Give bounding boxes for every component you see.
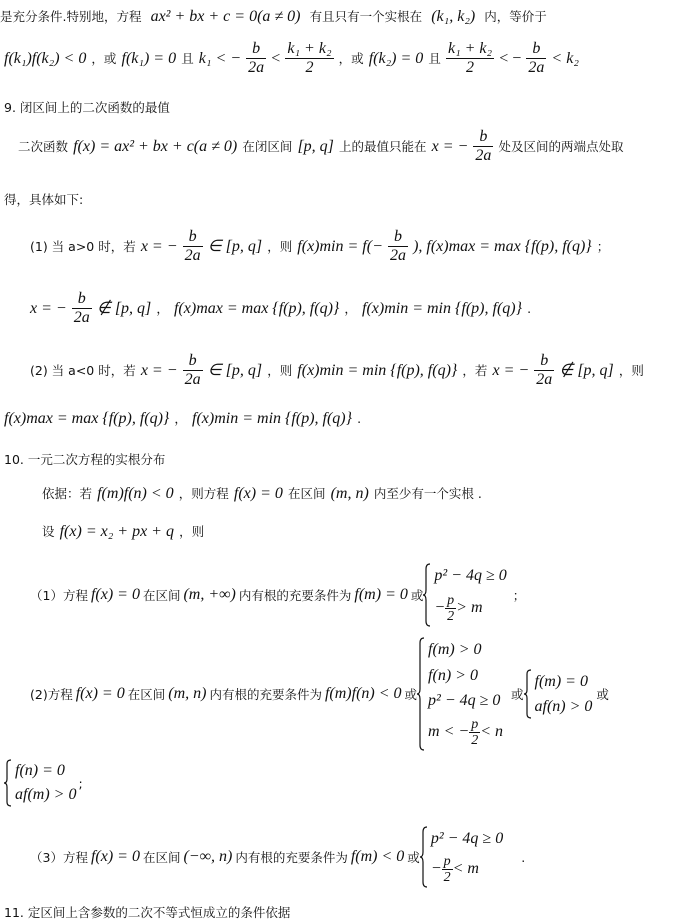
paragraph-text: 在闭区间 xyxy=(242,139,293,154)
fraction: $\frac{b}{2a}$ xyxy=(536,352,553,388)
equation: f(x)max = max {f(p), f(q)} xyxy=(4,410,170,427)
paragraph-text: 或 xyxy=(596,687,609,702)
text-line xyxy=(30,824,670,890)
condition-system xyxy=(423,563,506,627)
equation: f(m)f(n) < 0 xyxy=(97,485,174,502)
punctuation: ； xyxy=(512,588,526,603)
fraction: $\frac{b}{2a}$ xyxy=(184,352,201,388)
condition: p² − 4q ≥ 0 xyxy=(428,692,501,710)
equation: f(x) = 0 xyxy=(90,586,140,603)
text-line xyxy=(18,128,658,165)
paragraph-text: 在区间 xyxy=(142,850,181,865)
text-line xyxy=(42,521,682,541)
condition-system xyxy=(417,637,503,751)
condition: p² − 4q ≥ 0 xyxy=(430,829,504,847)
paragraph-text: (1) 当 a>0 时，若 xyxy=(30,239,136,254)
paragraph-text: 内至少有一个实根 . xyxy=(373,486,482,501)
fraction: $\frac{b}{2a}$ xyxy=(528,40,545,76)
punctuation: ; xyxy=(78,775,83,791)
equation: f(x) = 0 xyxy=(233,485,283,502)
paragraph-text: ，则 xyxy=(179,524,205,539)
equation: f(x) = x₂ + px + q xyxy=(59,523,174,540)
paragraph-text: ，则 xyxy=(618,363,644,378)
condition: − $\frac{p}{2}$ < m xyxy=(430,854,479,886)
fraction: $\frac{\text{k₁ + k₂}}{2}$ xyxy=(447,40,493,76)
text-line xyxy=(30,560,670,630)
equation: x = − xyxy=(431,138,469,155)
interval: ∈ [p, q] xyxy=(207,362,263,379)
punctuation: ， xyxy=(156,301,169,316)
condition: f(m) = 0 xyxy=(534,672,588,690)
paragraph-text: ，则 xyxy=(267,239,293,254)
condition: − $\frac{p}{2}$ > m xyxy=(434,592,483,624)
condition: f(n) = 0 xyxy=(15,762,65,779)
text-line: f(k₁)f(k₂) < 0 ，或 f(k₁) = 0 且 k₁ < − $\frac{b}{2a}$ < $\frac{\text{k₁ + k₂}}{2}$ ，或 f(k₂) = 0 且 $\frac{\text{k₁ + k₂}}{2}$ < − $\frac{b}{2a}$ < k₂ xyxy=(4,40,579,76)
equation: f(x)min = min {f(p), f(q)} xyxy=(297,362,458,379)
paragraph-text: 是充分条件.特别地，方程 xyxy=(0,9,142,24)
fraction: $\frac{b}{2a}$ xyxy=(73,290,90,326)
text-line xyxy=(30,636,670,752)
interval: (−∞, n) xyxy=(183,848,233,865)
text-line xyxy=(0,6,640,26)
equation: f(x) = 0 xyxy=(75,685,125,702)
paragraph-text: (2)方程 xyxy=(30,687,73,702)
punctuation: . xyxy=(357,411,362,426)
condition: f(m) > 0 xyxy=(428,640,482,658)
equation: < k₂ xyxy=(551,50,579,67)
equation: f(m) = 0 xyxy=(354,586,408,603)
condition: p² − 4q ≥ 0 xyxy=(434,567,507,585)
text-line xyxy=(4,758,644,808)
paragraph-text: ，则方程 xyxy=(178,486,229,501)
equation: f(x) = ax² + bx + c(a ≠ 0) xyxy=(73,138,238,155)
punctuation: ； xyxy=(596,239,610,254)
equation: f(x)max = max {f(p), f(q)} xyxy=(173,300,340,317)
condition: af(n) > 0 xyxy=(534,697,593,715)
text-line xyxy=(30,290,670,327)
paragraph-text: 有且只有一个实根在 xyxy=(309,9,423,24)
section-title: 9. 闭区间上的二次函数的最值 xyxy=(4,100,170,115)
paragraph-text: 处及区间的两端点处取 xyxy=(498,139,624,154)
paragraph-text: ，或 xyxy=(338,51,364,66)
paragraph-text: 得，具体如下: xyxy=(4,192,84,207)
paragraph-text: ，若 xyxy=(462,363,488,378)
interval: ∉ [p, q] xyxy=(559,362,614,379)
interval: [p, q] xyxy=(297,138,334,155)
interval: (m, n) xyxy=(168,685,207,702)
condition: af(m) > 0 xyxy=(15,786,77,803)
equation: f(x)min = f(− xyxy=(297,238,383,255)
paragraph-text: 内有根的充要条件为 xyxy=(238,588,352,603)
punctuation: . xyxy=(527,301,532,316)
fraction: $\frac{b}{2a}$ xyxy=(475,128,492,164)
equation: f(k₁)f(k₂) < 0 xyxy=(4,50,87,67)
punctuation: ， xyxy=(344,301,357,316)
paragraph-text: 或 xyxy=(410,588,424,603)
interval: (m, n) xyxy=(330,485,369,502)
fraction: $\frac{\text{k₁ + k₂}}{2}$ xyxy=(287,40,332,76)
condition-system xyxy=(524,669,593,719)
text-line: (2) 当 a<0 时，若 x = − $\frac{b}{2a}$ ∈ [p, q] ，则 f(x)min = min {f(p), f(q)} ，若 x = − $\frac{b}{2a}$ ∉ [p, q] ，则 xyxy=(30,352,644,388)
fraction: $\frac{b}{2a}$ xyxy=(389,228,406,264)
paragraph-text: （3）方程 xyxy=(30,850,88,865)
text-line xyxy=(42,483,682,503)
paragraph-text: 或 xyxy=(511,687,524,702)
paragraph-text: 或 xyxy=(404,687,418,702)
section-title: 10. 一元二次方程的实根分布 xyxy=(4,452,166,467)
equation: f(m) < 0 xyxy=(350,848,405,865)
paragraph-text: 或 xyxy=(407,850,420,865)
equation: f(k₁) = 0 xyxy=(121,50,177,67)
paragraph-text: (2) 当 a<0 时，若 xyxy=(30,363,136,378)
paragraph-text: ，或 xyxy=(91,51,117,66)
interval: ∈ [p, q] xyxy=(207,238,263,255)
paragraph-text: 在区间 xyxy=(287,486,326,501)
paragraph-text: 设 xyxy=(42,524,55,539)
paragraph-text: ，则 xyxy=(267,363,293,378)
equation: f(x)min = min {f(p), f(q)} xyxy=(192,410,353,427)
paragraph-text: 内，等价于 xyxy=(484,9,547,24)
paragraph-text: 内有根的充要条件为 xyxy=(235,850,348,865)
fraction: $\frac{b}{2a}$ xyxy=(248,40,265,76)
text-line: (1) 当 a>0 时，若 x = − $\frac{b}{2a}$ ∈ [p, q] ，则 f(x)min = f(− $\frac{b}{2a}$ ), f(x)max = max {f(p), f(q)} ； xyxy=(30,228,610,264)
punctuation: . xyxy=(521,849,526,865)
interval: (m, +∞) xyxy=(183,586,236,603)
equation: ), f(x)max = max {f(p), f(q)} xyxy=(413,238,592,255)
paragraph-text: 二次函数 xyxy=(18,139,69,154)
equation: f(k₂) = 0 xyxy=(368,50,424,67)
equation: x = − xyxy=(30,300,67,317)
condition-system xyxy=(420,826,503,888)
condition-system xyxy=(4,759,76,807)
interval: ∉ [p, q] xyxy=(96,300,152,317)
section-title: 11. 定区间上含参数的二次不等式恒成立的条件依据 xyxy=(4,905,291,920)
equation: k₁ < − xyxy=(198,50,242,67)
paragraph-text: 且 xyxy=(428,51,441,66)
paragraph-text: 上的最值只能在 xyxy=(339,139,427,154)
interval: (k₁, k₂) xyxy=(431,8,476,25)
paragraph-text: （1）方程 xyxy=(30,588,88,603)
paragraph-text: 在区间 xyxy=(127,687,166,702)
equation: f(x) = 0 xyxy=(90,848,140,865)
paragraph-text: 内有根的充要条件为 xyxy=(209,687,322,702)
equation: f(x)min = min {f(p), f(q)} xyxy=(362,300,522,317)
equation: ax² + bx + c = 0(a ≠ 0) xyxy=(150,8,301,25)
paragraph-text: 在区间 xyxy=(142,588,181,603)
condition: f(n) > 0 xyxy=(428,666,478,684)
equation: f(m)f(n) < 0 xyxy=(324,685,402,702)
paragraph-text: 且 xyxy=(181,51,194,66)
punctuation: ， xyxy=(174,411,187,426)
paragraph-text: 依据：若 xyxy=(42,486,93,501)
condition: m < − $\frac{p}{2}$ < n xyxy=(428,717,503,749)
text-line xyxy=(4,408,644,428)
fraction: $\frac{b}{2a}$ xyxy=(184,228,201,264)
